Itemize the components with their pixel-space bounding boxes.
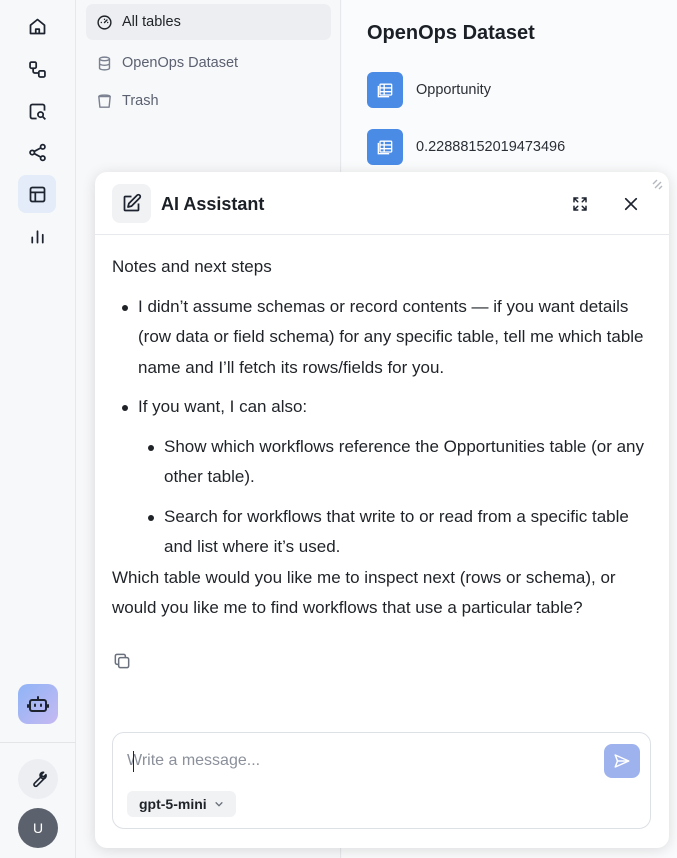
table-icon <box>367 129 403 165</box>
message-list <box>112 292 652 563</box>
close-icon <box>622 195 640 213</box>
dashboard-icon <box>96 14 113 31</box>
copy-icon[interactable] <box>112 651 132 671</box>
message-input[interactable] <box>127 749 587 773</box>
send-icon <box>613 752 631 770</box>
ai-assistant-button[interactable] <box>18 684 58 724</box>
model-selector[interactable] <box>127 791 236 817</box>
page-title: OpenOps Dataset <box>367 22 535 44</box>
message-closing: Which table would you like me to inspect next (rows or schema), or would you like me to find workflows that use a particular table? <box>112 567 616 617</box>
wrench-icon <box>28 769 48 789</box>
connections-icon <box>27 142 48 163</box>
home-button[interactable] <box>18 7 56 45</box>
list-item: Search for workflows that write to or read from a specific table and list where it’s used. <box>138 502 652 563</box>
analytics-icon <box>27 226 48 247</box>
nav-item-label: OpenOps Dataset <box>122 55 239 71</box>
database-icon <box>96 55 113 72</box>
text-caret <box>133 751 134 772</box>
robot-icon <box>26 692 50 716</box>
trash-icon <box>96 93 113 110</box>
list-item <box>112 392 652 563</box>
workflows-button[interactable] <box>18 50 56 88</box>
new-chat-button[interactable] <box>112 184 151 223</box>
list-item-text: If you want, I can also: <box>138 397 308 416</box>
ai-assistant-panel <box>95 172 669 848</box>
search-runs-icon <box>27 101 48 122</box>
message-heading: Notes and next steps <box>112 257 272 276</box>
nav-item-label: Trash <box>122 93 159 109</box>
nav-item-openops-dataset[interactable] <box>86 45 331 81</box>
list-item: Show which workflows reference the Opportunities table (or any other table). <box>138 432 652 493</box>
runs-search-button[interactable] <box>18 92 56 130</box>
close-button[interactable] <box>619 192 643 216</box>
chevron-down-icon <box>214 799 224 809</box>
edit-icon <box>121 193 142 214</box>
message-composer <box>112 732 651 829</box>
panel-title: AI Assistant <box>161 194 265 214</box>
analytics-button[interactable] <box>18 217 56 255</box>
message-sublist <box>138 432 652 563</box>
table-row[interactable] <box>367 72 491 108</box>
tables-icon <box>27 184 48 205</box>
list-item: I didn’t assume schemas or record contents — if you want details (row data or field schema) for any specific table, tell me which table name and I’ll fetch its rows/fields for you. <box>112 292 652 384</box>
rail-divider <box>0 742 76 743</box>
model-label: gpt-5-mini <box>139 796 207 812</box>
expand-button[interactable] <box>568 192 592 216</box>
nav-item-all-tables[interactable] <box>86 4 331 40</box>
panel-header <box>95 172 669 235</box>
table-name: Opportunity <box>416 82 491 98</box>
left-rail <box>0 0 76 858</box>
assistant-message <box>112 252 652 624</box>
tables-button[interactable] <box>18 175 56 213</box>
expand-icon <box>571 195 589 213</box>
table-icon <box>367 72 403 108</box>
nav-item-trash[interactable] <box>86 83 331 119</box>
connections-button[interactable] <box>18 133 56 171</box>
send-button[interactable] <box>604 744 640 778</box>
nav-item-label: All tables <box>122 14 181 30</box>
workflows-icon <box>27 59 48 80</box>
home-icon <box>27 16 48 37</box>
settings-button[interactable] <box>18 759 58 799</box>
user-avatar[interactable]: U <box>18 808 58 848</box>
table-name: 0.22888152019473496 <box>416 139 566 155</box>
table-row[interactable] <box>367 129 565 165</box>
